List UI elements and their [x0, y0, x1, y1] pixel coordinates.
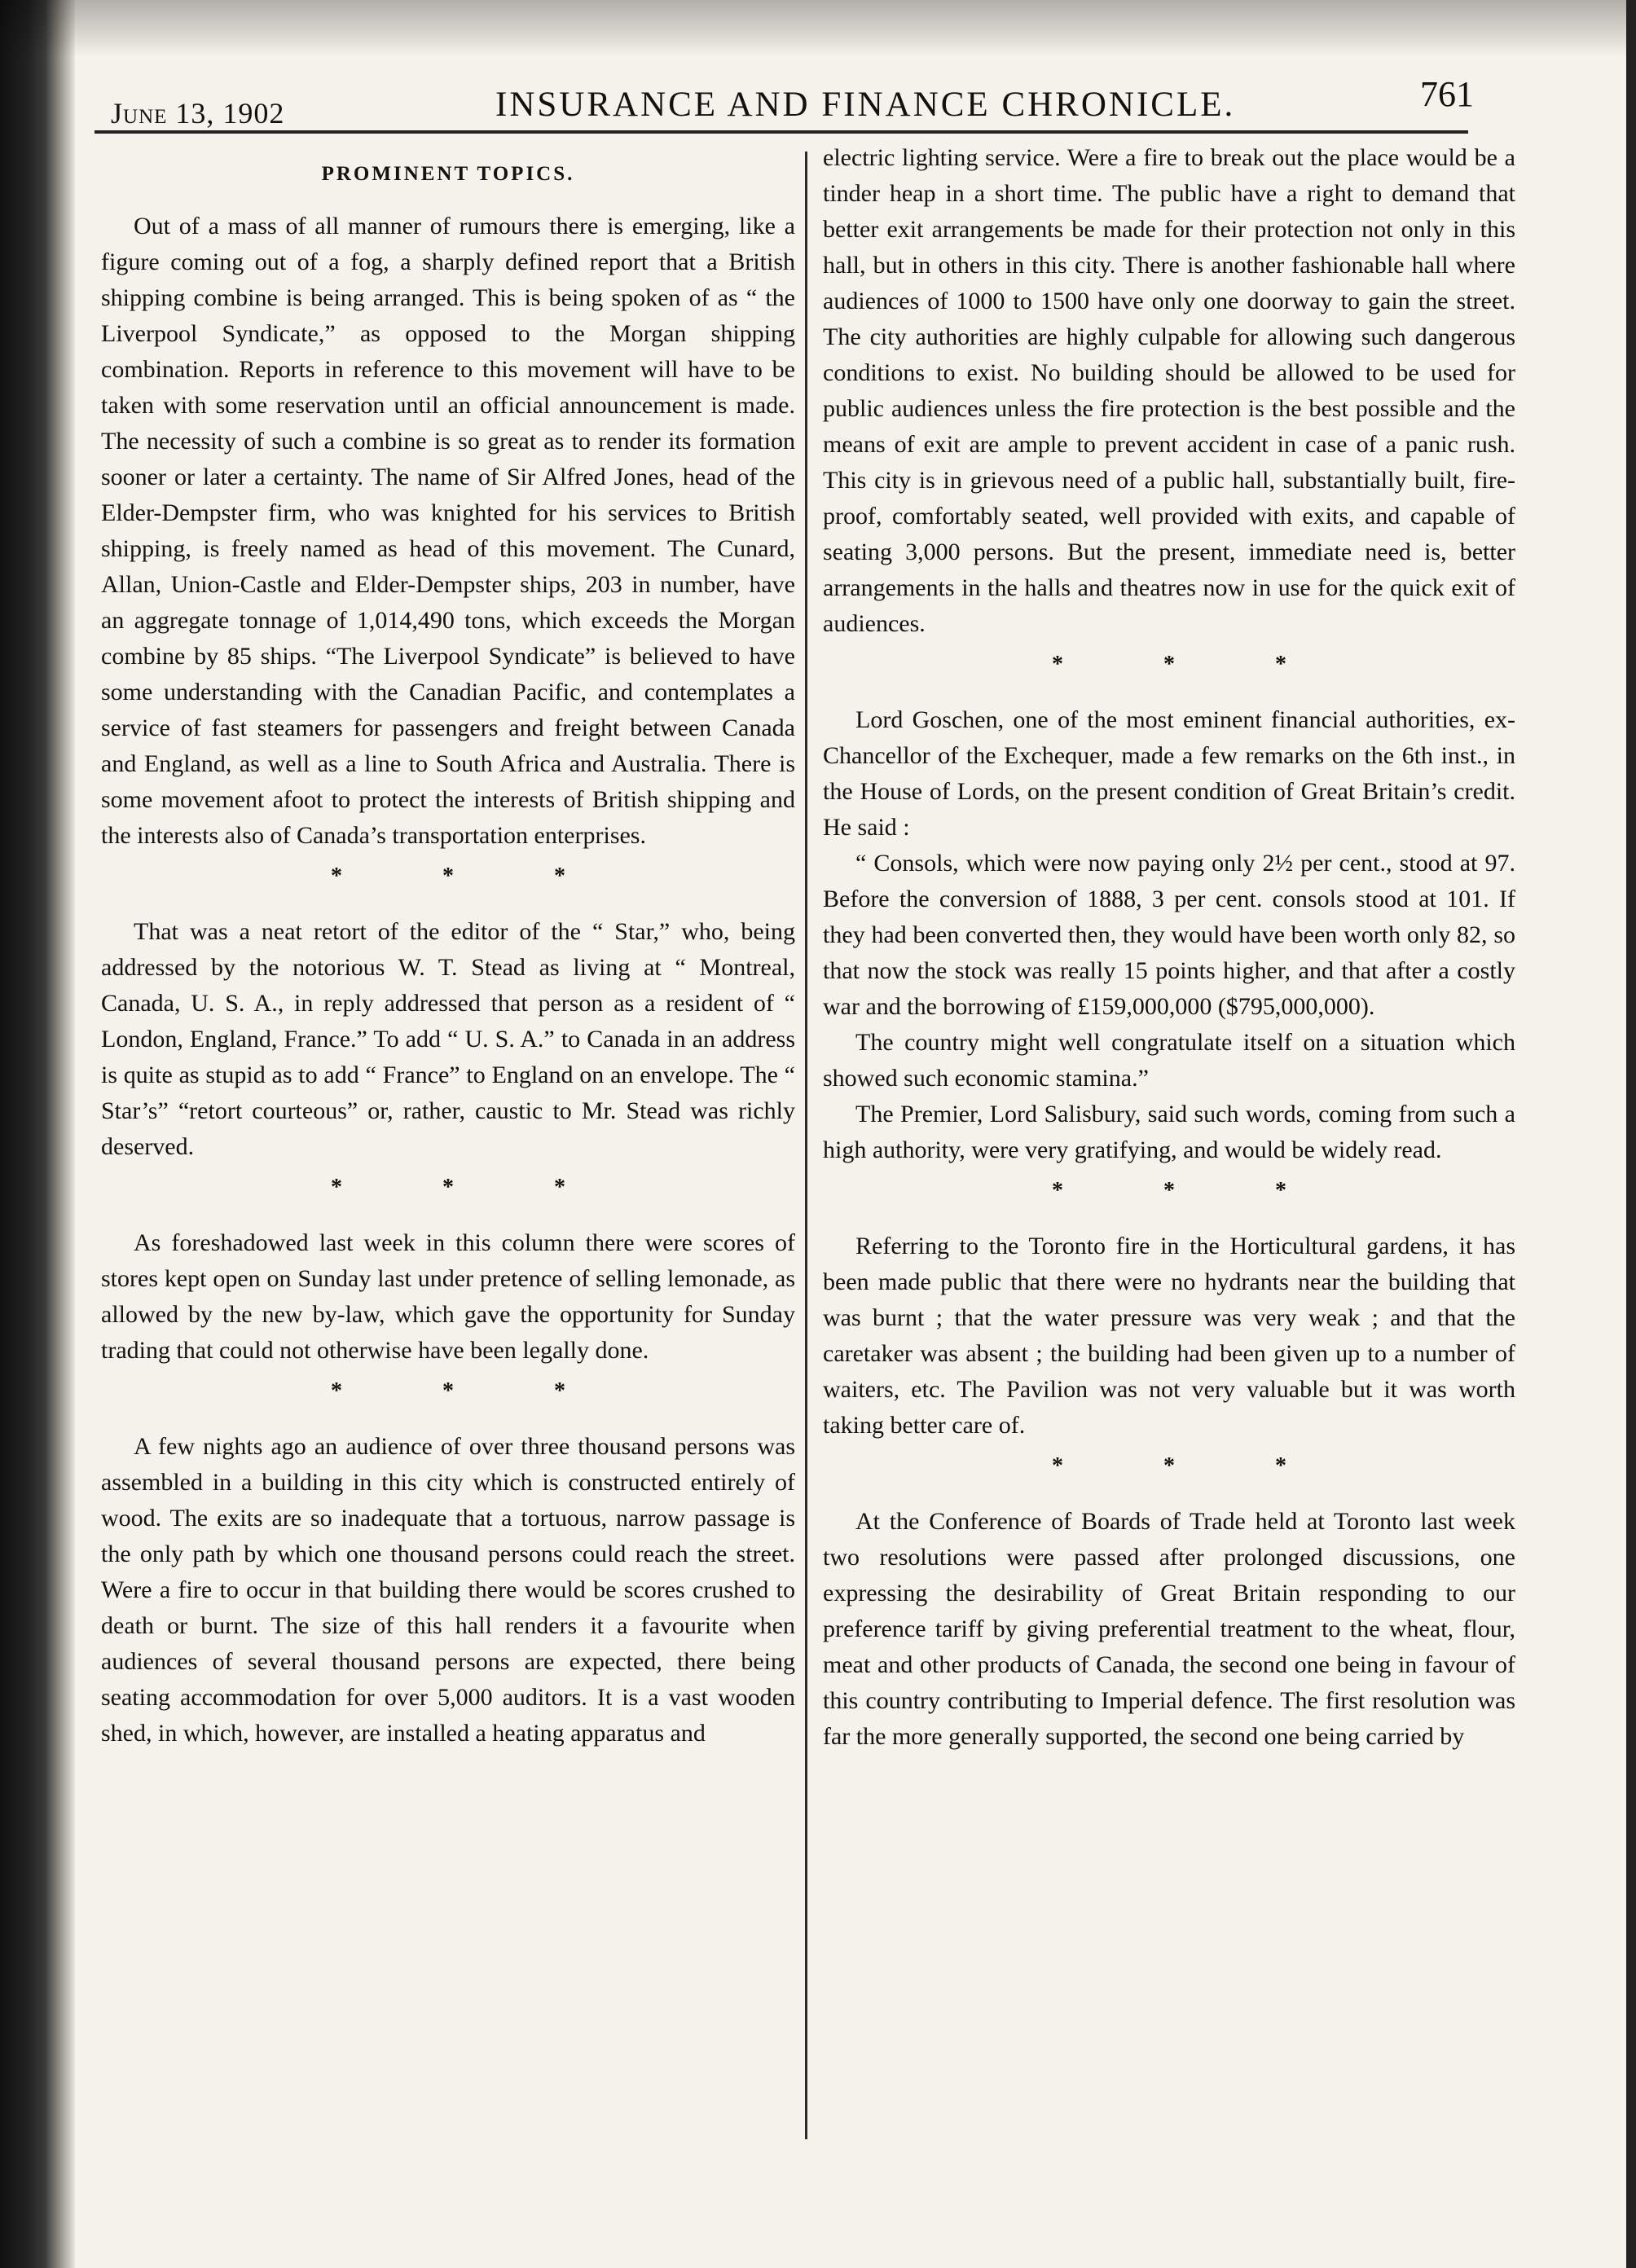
- article-goschen: Lord Goschen, one of the most eminent financial authorities, ex-Chancellor of the Exchequer, made a few remarks on the 6th inst., in the House of Lords, on the present condition of Great Britain’s credit. He said :: [823, 706, 1515, 841]
- article-wooden-hall-continued: electric lighting service. Were a fire to break out the place would be a tinder heap in a short time. The public have a right to demand that better exit arrangements be made for their protection not only in this hall, but in others in this city. There is another fashionable hall where audiences of 1000 to 1500 have only one doorway to gain the street. The city authorities are highly culpable for allowing such dangerous conditions to exist. No building should be allowed to be used for public audiences unless the fire protection is the best possible and the means of exit are ample to prevent accident in case of a panic rush. This city is in grievous need of a public hall, substantially built, fire-proof, comfortably seated, well provided with exits, and capable of seating 3,000 persons. But the present, immediate need is, better arrangements in the halls and theatres now in use for the quick exit of audiences.: [823, 144, 1515, 637]
- page-header: [88, 67, 1473, 137]
- salisbury-remark: The Premier, Lord Salisbury, said such words, coming from such a high authority, were very gratifying, and would be widely read.: [823, 1101, 1515, 1163]
- section-separator: * * *: [1052, 1178, 1334, 1203]
- article-sunday-trading: As foreshadowed last week in this column there were scores of stores kept open on Sunday last under pretence of selling lemonade, as allowed by the new by-law, which gave the opportunity for Sunday trading that could not otherwise have been legally done.: [101, 1229, 795, 1364]
- article-boards-of-trade: At the Conference of Boards of Trade held at Toronto last week two resolutions were passed after prolonged discussions, one expressing the desirability of Great Britain responding to our preference tariff by giving preferential treatment to the wheat, flour, meat and other products of Canada, the second one being in favour of this country contributing to Imperial defence. The first resolution was far the more generally supported, the second one being carried by: [823, 1508, 1515, 1750]
- page-binding-shadow: [0, 0, 75, 2268]
- issue-date: June 13, 1902: [111, 97, 285, 130]
- section-separator: * * *: [331, 864, 613, 889]
- page-number: 761: [1420, 74, 1474, 114]
- goschen-quote-conclusion: The country might well congratulate itself on a situation which showed such economic stamina.”: [823, 1029, 1515, 1092]
- article-wooden-hall: A few nights ago an audience of over three thousand persons was assembled in a building in this city which is constructed entirely of wood. The exits are so inadequate that a tortuous, narrow passage is the only path by which one thousand persons could reach the street. Were a fire to occur in that building there would be scores crushed to death or burnt. The size of this hall renders it a favourite when audiences of several thousand persons are expected, there being seating accommodation for over 5,000 auditors. It is a vast wooden shed, in which, however, are installed a heating apparatus and: [101, 1433, 795, 1747]
- section-separator: * * *: [331, 1378, 613, 1404]
- right-page-edge: [1626, 0, 1636, 2268]
- section-separator: * * *: [331, 1175, 613, 1200]
- right-column: [823, 140, 1515, 1755]
- publication-title: INSURANCE AND FINANCE CHRONICLE.: [495, 86, 1236, 124]
- column-divider: [805, 152, 807, 2139]
- article-shipping-combine: Out of a mass of all manner of rumours there is emerging, like a figure coming out of a fog, a sharply defined report that a British shipping combine is being arranged. This is being spoken of as “ the Liverpool Syndicate,” as opposed to the Morgan shipping combination. Reports in reference to this movement will have to be taken with some reservation until an official announcement is made. The necessity of such a combine is so great as to render its formation sooner or later a certainty. The name of Sir Alfred Jones, head of the Elder-Dempster firm, who was knighted for his services to British shipping, is freely named as head of this movement. The Cunard, Allan, Union-Castle and Elder-Dempster ships, 203 in number, have an aggregate tonnage of 1,014,490 tons, which exceeds the Morgan combine by 85 ships. “The Liverpool Syndicate” is believed to have some understanding with the Canadian Pacific, and contemplates a service of fast steamers for passengers and freight between Canada and England, as well as a line to South Africa and Australia. There is some movement afoot to protect the interests of British shipping and the interests also of Canada’s transportation enterprises.: [101, 213, 795, 849]
- section-separator: * * *: [1052, 652, 1334, 677]
- top-edge-shadow: [0, 0, 1636, 57]
- article-star-retort: That was a neat retort of the editor of the “ Star,” who, being addressed by the notorious W. T. Stead as living at “ Montreal, Canada, U. S. A., in reply addressed that person as a resident of “ London, England, France.” To add “ U. S. A.” to Canada in an address is quite as stupid as to add “ France” to England on an envelope. The “ Star’s” “retort courteous” or, rather, caustic to Mr. Stead was richly deserved.: [101, 918, 795, 1160]
- article-toronto-fire: Referring to the Toronto fire in the Horticultural gardens, it has been made public that there were no hydrants near the building that was burnt ; that the water pressure was very weak ; and that the caretaker was absent ; the building had been given up to a number of waiters, etc. The Pavilion was not very valuable but it was worth taking better care of.: [823, 1233, 1515, 1439]
- left-column: [101, 140, 795, 1752]
- goschen-quote: “ Consols, which were now paying only 2½ per cent., stood at 97. Before the conversion of 1888, 3 per cent. consols stood at 101. If they had been converted then, they would have been worth only 82, so that now the stock was really 15 points higher, and that after a costly war and the borrowing of £159,000,000 ($795,000,000).: [823, 850, 1515, 1020]
- section-title: PROMINENT TOPICS.: [321, 163, 575, 185]
- section-separator: * * *: [1052, 1453, 1334, 1479]
- header-rule: [95, 130, 1468, 134]
